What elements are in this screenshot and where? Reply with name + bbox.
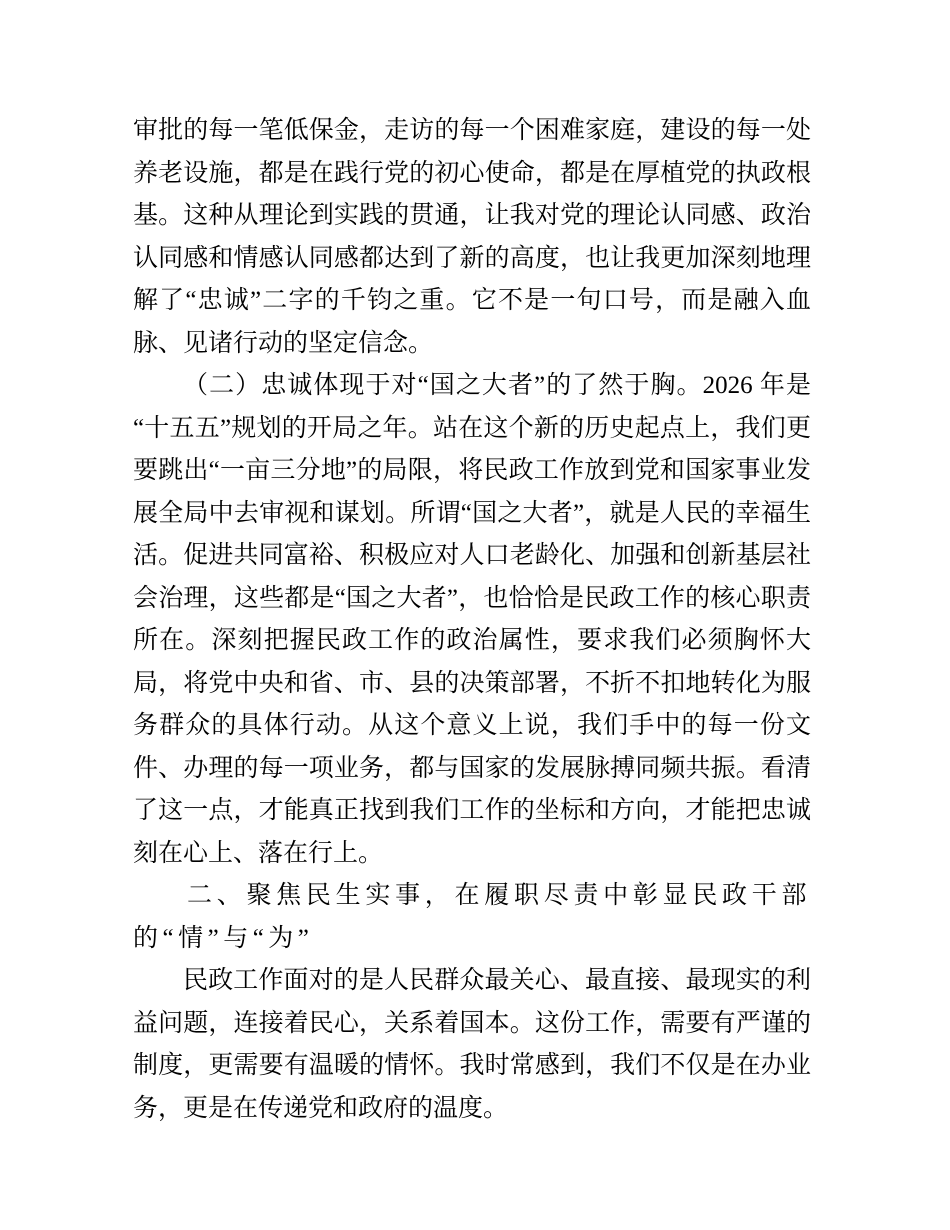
section-heading: 二、聚焦民生实事，在履职尽责中彰显民政干部的“情”与“为” xyxy=(133,882,811,952)
paragraph-body-livelihood: 民政工作面对的是人民群众最关心、最直接、最现实的利益问题，连接着民心，关系着国本。这份工作，需要有严谨的制度，更需要有温暖的情怀。我时常感到，我们不仅是在办业务，更是在传递党和政府的温度。 xyxy=(133,967,811,1122)
paragraph-body-loyalty: （二）忠诚体现于对“国之大者”的了然于胸。2026 年是“十五五”规划的开局之年。站在这个新的历史起点上，我们更要跳出“一亩三分地”的局限，将民政工作放到党和国家事业发展全局中去审视和谋划。所谓“国之大者”，就是人民的幸福生活。促进共同富裕、积极应对人口老龄化、加强和创新基层社会治理，这些都是“国之大者”，也恰恰是民政工作的核心职责所在。深刻把握民政工作的政治属性，要求我们必须胸怀大局，将党中央和省、市、县的决策部署，不折不扣地转化为服务群众的具体行动。从这个意义上说，我们手中的每一份文件、办理的每一项业务，都与国家的发展脉搏同频共振。看清了这一点，才能真正找到我们工作的坐标和方向，才能把忠诚刻在心上、落在行上。 xyxy=(133,372,811,867)
paragraph-continuation: 审批的每一笔低保金，走访的每一个困难家庭，建设的每一处养老设施，都是在践行党的初心使命，都是在厚植党的执政根基。这种从理论到实践的贯通，让我对党的理论认同感、政治认同感和情感认同感都达到了新的高度，也让我更加深刻地理解了“忠诚”二字的千钧之重。它不是一句口号，而是融入血脉、见诸行动的坚定信念。 xyxy=(133,117,811,357)
document-body xyxy=(133,110,811,1130)
